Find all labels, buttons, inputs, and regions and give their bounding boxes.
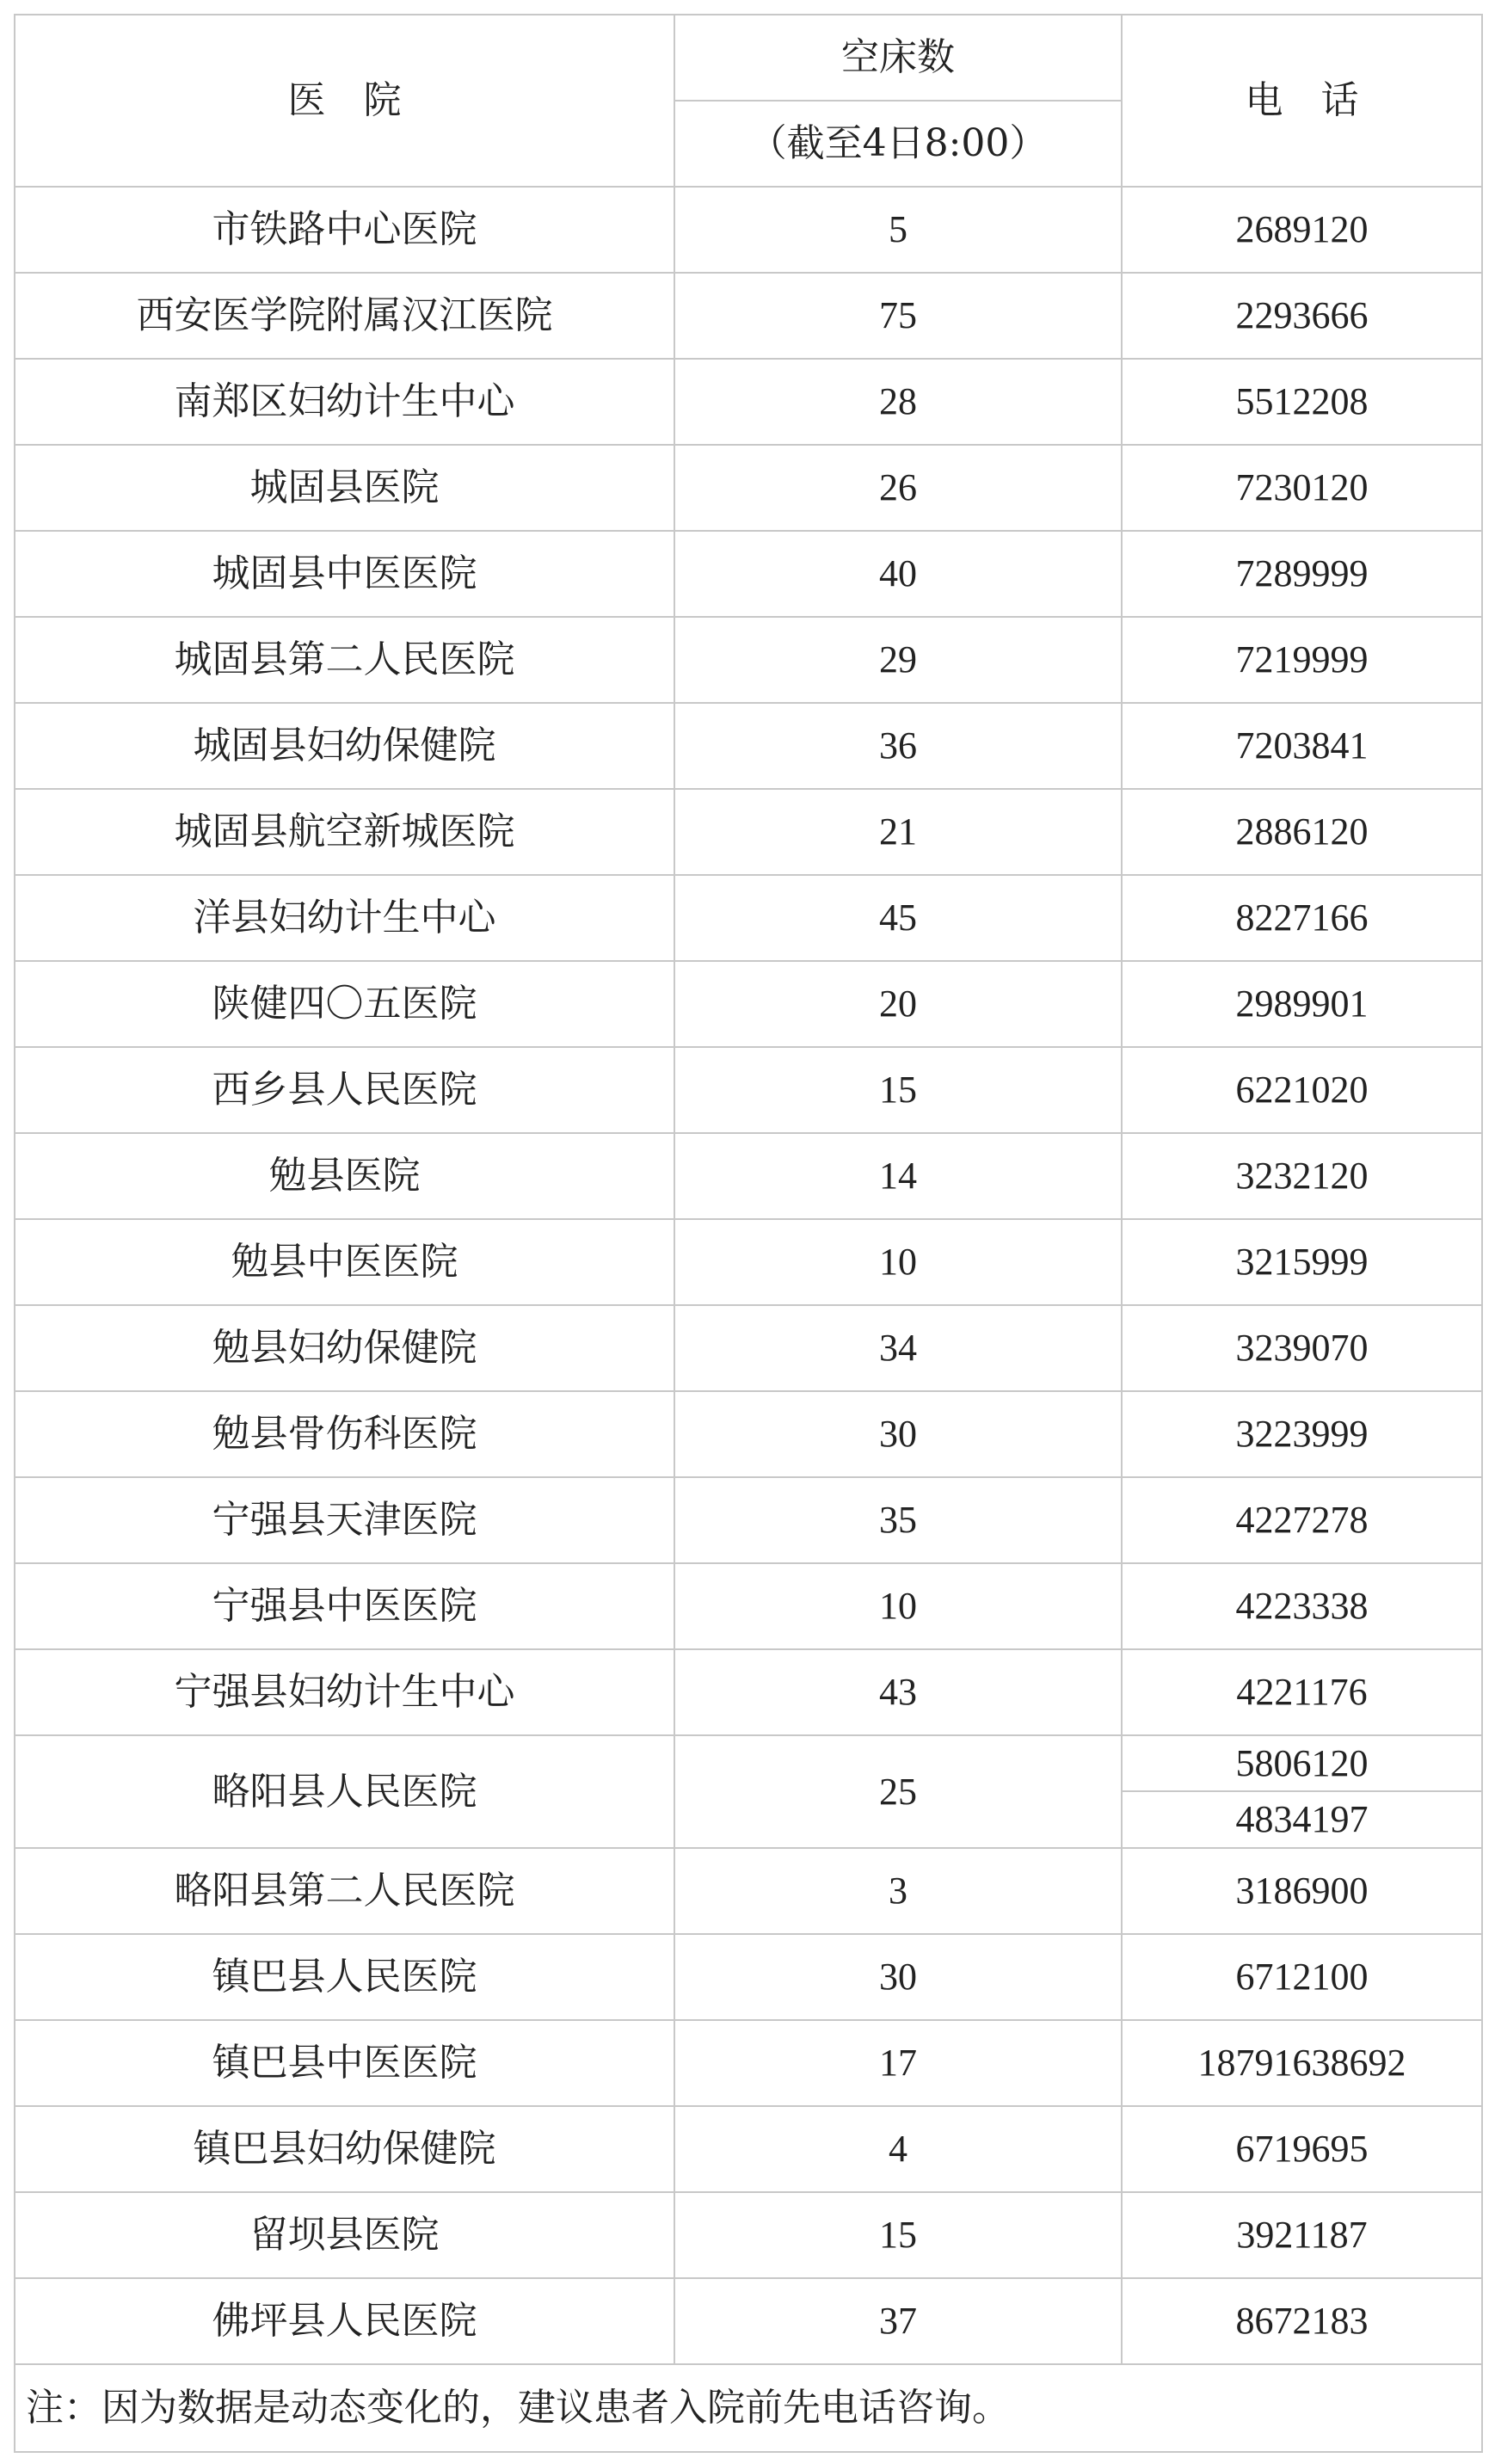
table-row bbox=[15, 1649, 1482, 1735]
beds-cell: 15 bbox=[674, 2192, 1122, 2278]
phone-cell: 6719695 bbox=[1122, 2106, 1482, 2192]
beds-cell: 30 bbox=[674, 1391, 1122, 1477]
table-row bbox=[15, 1391, 1482, 1477]
header-hospital: 医 院 bbox=[15, 15, 674, 187]
beds-cell: 37 bbox=[674, 2278, 1122, 2364]
hospital-cell: 城固县第二人民医院 bbox=[15, 617, 674, 703]
beds-cell: 45 bbox=[674, 875, 1122, 961]
phone-cell: 3186900 bbox=[1122, 1848, 1482, 1934]
hospital-cell: 城固县航空新城医院 bbox=[15, 789, 674, 875]
table-row bbox=[15, 2192, 1482, 2278]
table-row bbox=[15, 2278, 1482, 2364]
hospital-cell: 洋县妇幼计生中心 bbox=[15, 875, 674, 961]
phone-cell: 3223999 bbox=[1122, 1391, 1482, 1477]
phone-cell: 8227166 bbox=[1122, 875, 1482, 961]
beds-cell: 15 bbox=[674, 1047, 1122, 1133]
table-row bbox=[15, 2106, 1482, 2192]
hospital-cell: 城固县中医医院 bbox=[15, 531, 674, 617]
phone-cell: 4223338 bbox=[1122, 1563, 1482, 1649]
hospital-cell: 勉县妇幼保健院 bbox=[15, 1305, 674, 1391]
beds-cell: 26 bbox=[674, 445, 1122, 531]
phone-cell: 18791638692 bbox=[1122, 2020, 1482, 2106]
phone-cell: 4834197 bbox=[1122, 1791, 1482, 1848]
beds-cell: 14 bbox=[674, 1133, 1122, 1219]
table-row bbox=[15, 1477, 1482, 1563]
beds-cell: 40 bbox=[674, 531, 1122, 617]
beds-cell: 10 bbox=[674, 1219, 1122, 1305]
phone-cell: 5512208 bbox=[1122, 359, 1482, 445]
table-row bbox=[15, 445, 1482, 531]
phone-cell: 4227278 bbox=[1122, 1477, 1482, 1563]
beds-cell: 28 bbox=[674, 359, 1122, 445]
table-row bbox=[15, 789, 1482, 875]
table-row bbox=[15, 187, 1482, 273]
beds-cell: 4 bbox=[674, 2106, 1122, 2192]
phone-cell: 6221020 bbox=[1122, 1047, 1482, 1133]
table-row bbox=[15, 273, 1482, 359]
table-row bbox=[15, 1047, 1482, 1133]
beds-cell: 34 bbox=[674, 1305, 1122, 1391]
hospital-cell: 勉县医院 bbox=[15, 1133, 674, 1219]
hospital-cell: 市铁路中心医院 bbox=[15, 187, 674, 273]
phone-cell: 4221176 bbox=[1122, 1649, 1482, 1735]
beds-cell: 36 bbox=[674, 703, 1122, 789]
table-row bbox=[15, 359, 1482, 445]
phone-cell: 2886120 bbox=[1122, 789, 1482, 875]
phone-cell: 3232120 bbox=[1122, 1133, 1482, 1219]
table-row bbox=[15, 1219, 1482, 1305]
table-row bbox=[15, 875, 1482, 961]
hospital-cell: 镇巴县中医医院 bbox=[15, 2020, 674, 2106]
hospital-cell: 宁强县中医医院 bbox=[15, 1563, 674, 1649]
phone-cell: 6712100 bbox=[1122, 1934, 1482, 2020]
header-beds-sub: （截至4日8:00） bbox=[674, 101, 1122, 187]
beds-cell: 20 bbox=[674, 961, 1122, 1047]
hospital-cell: 留坝县医院 bbox=[15, 2192, 674, 2278]
hospital-cell: 南郑区妇幼计生中心 bbox=[15, 359, 674, 445]
table-row bbox=[15, 1848, 1482, 1934]
table-row bbox=[15, 1305, 1482, 1391]
header-phone: 电 话 bbox=[1122, 15, 1482, 187]
hospital-cell: 宁强县妇幼计生中心 bbox=[15, 1649, 674, 1735]
header-beds: 空床数 bbox=[674, 15, 1122, 101]
phone-cell: 7219999 bbox=[1122, 617, 1482, 703]
beds-cell: 3 bbox=[674, 1848, 1122, 1934]
phone-cell: 5806120 bbox=[1122, 1735, 1482, 1791]
hospital-cell: 勉县中医医院 bbox=[15, 1219, 674, 1305]
beds-cell: 25 bbox=[674, 1735, 1122, 1848]
beds-cell: 5 bbox=[674, 187, 1122, 273]
table-row bbox=[15, 2020, 1482, 2106]
table-row bbox=[15, 617, 1482, 703]
hospital-cell: 城固县医院 bbox=[15, 445, 674, 531]
table-row bbox=[15, 1934, 1482, 2020]
table-row bbox=[15, 1735, 1482, 1791]
phone-cell: 7230120 bbox=[1122, 445, 1482, 531]
footnote: 注：因为数据是动态变化的，建议患者入院前先电话咨询。 bbox=[15, 2364, 1482, 2452]
beds-cell: 30 bbox=[674, 1934, 1122, 2020]
phone-cell: 7289999 bbox=[1122, 531, 1482, 617]
phone-cell: 3921187 bbox=[1122, 2192, 1482, 2278]
beds-cell: 17 bbox=[674, 2020, 1122, 2106]
beds-cell: 29 bbox=[674, 617, 1122, 703]
beds-cell: 75 bbox=[674, 273, 1122, 359]
phone-cell: 7203841 bbox=[1122, 703, 1482, 789]
table-row bbox=[15, 1563, 1482, 1649]
hospital-cell: 镇巴县妇幼保健院 bbox=[15, 2106, 674, 2192]
phone-cell: 8672183 bbox=[1122, 2278, 1482, 2364]
hospital-cell: 佛坪县人民医院 bbox=[15, 2278, 674, 2364]
phone-cell: 2293666 bbox=[1122, 273, 1482, 359]
table-row bbox=[15, 961, 1482, 1047]
header-row bbox=[15, 15, 1482, 101]
hospital-cell: 略阳县人民医院 bbox=[15, 1735, 674, 1848]
phone-cell: 2689120 bbox=[1122, 187, 1482, 273]
hospital-cell: 镇巴县人民医院 bbox=[15, 1934, 674, 2020]
table-row bbox=[15, 1133, 1482, 1219]
beds-cell: 35 bbox=[674, 1477, 1122, 1563]
beds-cell: 10 bbox=[674, 1563, 1122, 1649]
hospital-cell: 陕健四〇五医院 bbox=[15, 961, 674, 1047]
hospital-cell: 城固县妇幼保健院 bbox=[15, 703, 674, 789]
phone-cell: 2989901 bbox=[1122, 961, 1482, 1047]
note-row bbox=[15, 2364, 1482, 2452]
hospital-bed-table bbox=[14, 14, 1483, 2453]
hospital-cell: 宁强县天津医院 bbox=[15, 1477, 674, 1563]
phone-cell: 3239070 bbox=[1122, 1305, 1482, 1391]
table-row bbox=[15, 531, 1482, 617]
phone-cell: 3215999 bbox=[1122, 1219, 1482, 1305]
hospital-cell: 略阳县第二人民医院 bbox=[15, 1848, 674, 1934]
beds-cell: 43 bbox=[674, 1649, 1122, 1735]
beds-cell: 21 bbox=[674, 789, 1122, 875]
hospital-cell: 勉县骨伤科医院 bbox=[15, 1391, 674, 1477]
table-row bbox=[15, 703, 1482, 789]
hospital-cell: 西乡县人民医院 bbox=[15, 1047, 674, 1133]
hospital-cell: 西安医学院附属汉江医院 bbox=[15, 273, 674, 359]
